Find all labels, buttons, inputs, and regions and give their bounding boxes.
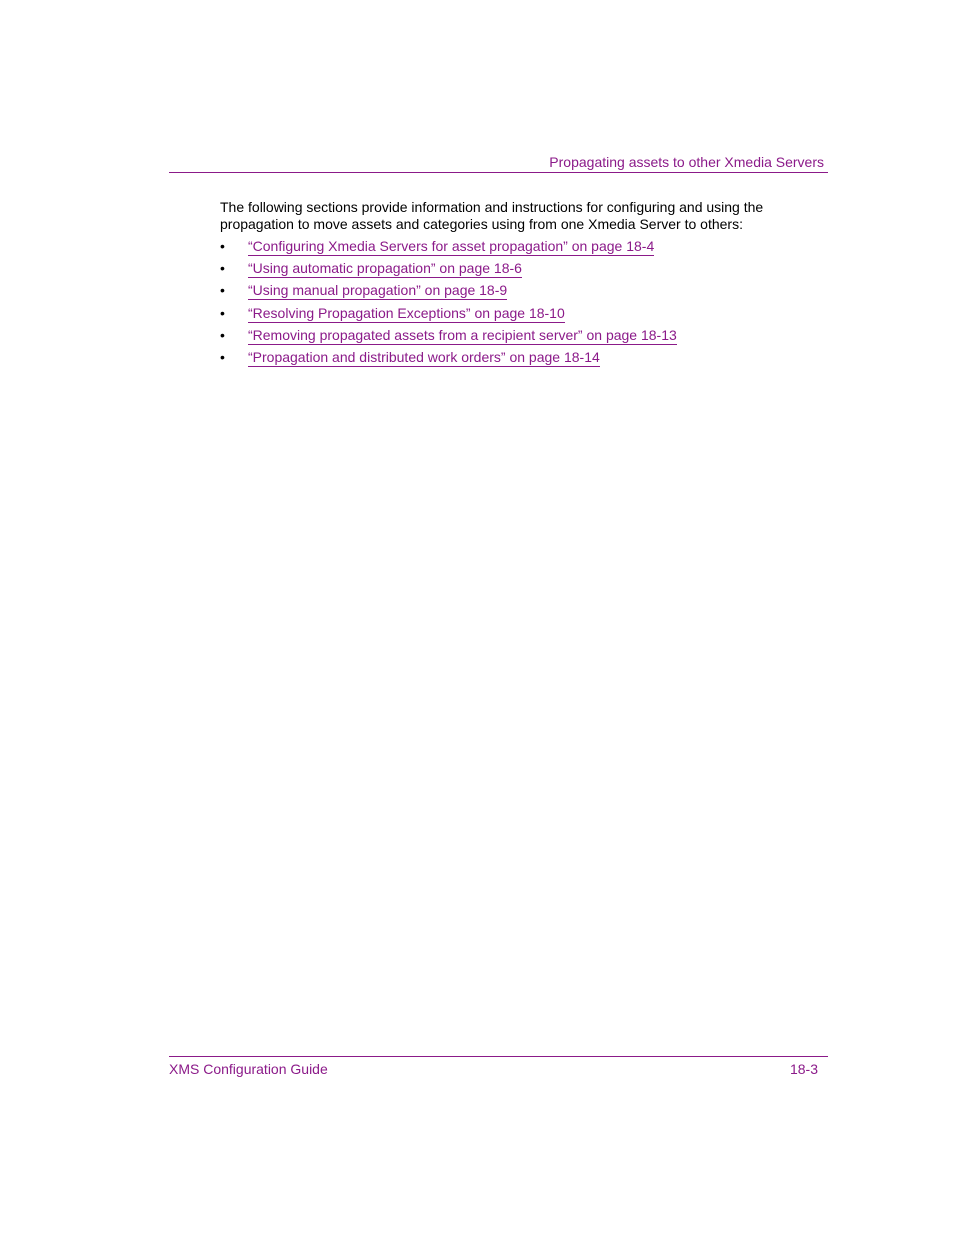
link-removing-assets[interactable]: “Removing propagated assets from a recipient server” on page 18-13 [248,326,677,343]
bullet-icon: • [220,348,225,365]
bullet-icon: • [220,260,225,277]
footer-page-number: 18-3 [789,1061,818,1077]
footer-doc-title: XMS Configuration Guide [169,1061,328,1077]
running-footer [169,1056,828,1077]
bullet-icon: • [220,238,225,254]
bullet-icon: • [220,326,225,343]
bullet-icon: • [220,282,225,299]
running-header [169,152,828,173]
link-resolving-exceptions[interactable]: “Resolving Propagation Exceptions” on page 18-10 [248,304,565,321]
link-distributed-work-orders[interactable]: “Propagation and distributed work orders” on page 18-14 [248,348,600,365]
intro-paragraph: The following sections provide information and instructions for configuring and using the propagation to move assets and categories using from one Xmedia Server to others: [220,199,764,232]
bullet-icon: • [220,304,225,321]
link-manual-propagation[interactable]: “Using manual propagation” on page 18-9 [248,282,508,299]
link-automatic-propagation[interactable]: “Using automatic propagation” on page 18-6 [248,260,522,277]
link-configuring-servers[interactable]: “Configuring Xmedia Servers for asset propagation” on page 18-4 [248,238,655,254]
header-title: Propagating assets to other Xmedia Servers [549,154,824,170]
